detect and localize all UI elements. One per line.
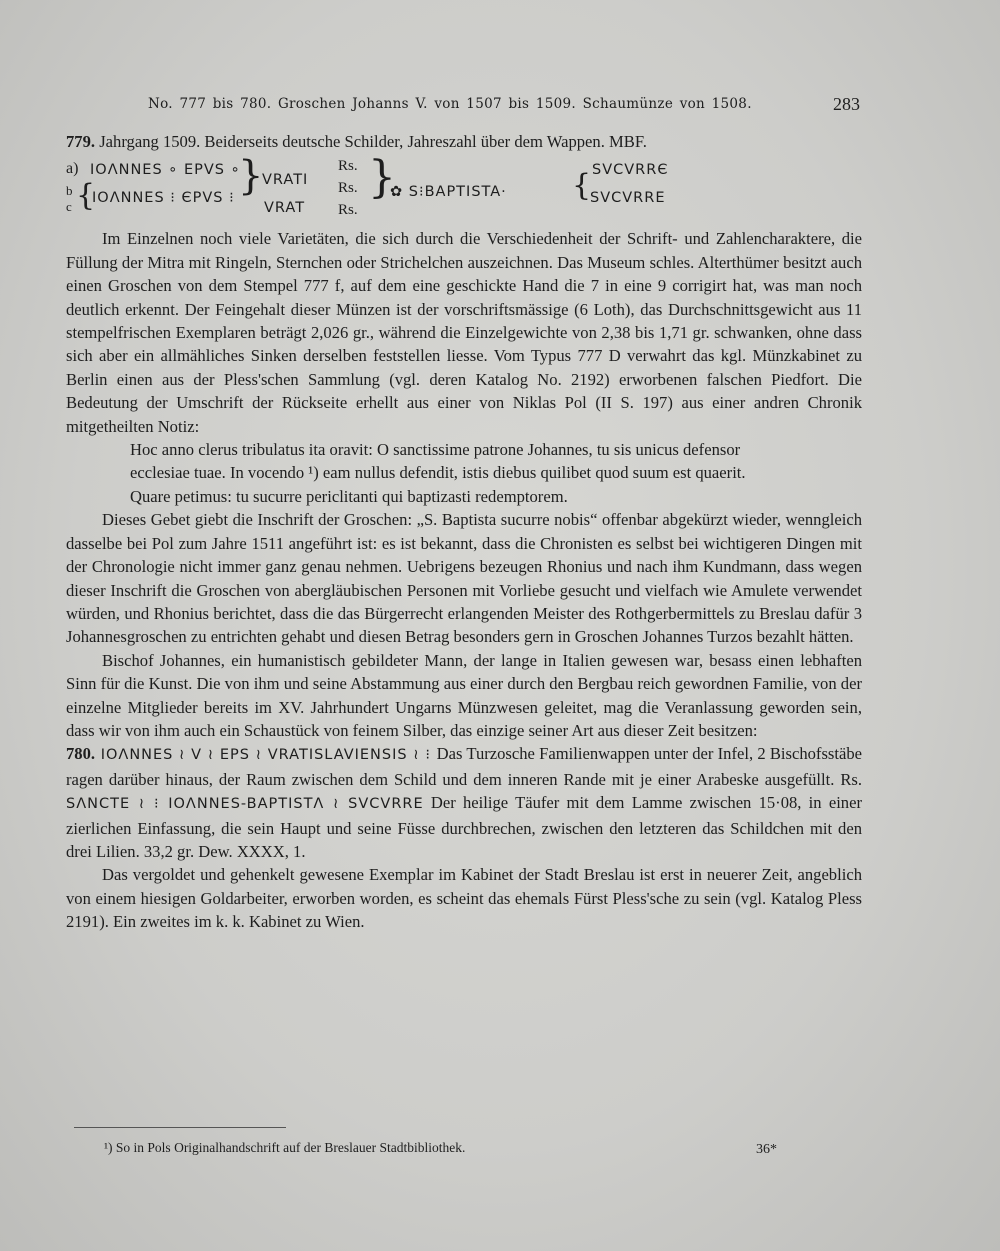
variant-label-a: a) [66, 160, 79, 178]
variant-label-c: c [66, 199, 72, 215]
brace-obverse: } [238, 153, 264, 200]
brace-sucurre: { [572, 168, 592, 204]
running-head: No. 777 bis 780. Groschen Johanns V. von 1507 bis 1509. Schaumünze von 1508. [148, 96, 752, 112]
paragraph-bishop: Bischof Johannes, ein humanistisch gebildeter Mann, der lange in Italien gewesen war, besass einen lebhaften Sinn für die Kunst. Die von ihm und seine Abstammung aus einer durch den Bergbau reich gewordnen Familie, von der einzelne Mitglieder bereits im XV. Jahrhundert Ungarns Münzwesen geleitet, mag die Veranlassung geworden sein, dass wir von ihm auch ein Schaustück von feinem Silber, das einzige seiner Art aus dieser Zeit besitzen: [66, 650, 862, 740]
footnote: ¹) So in Pols Originalhandschrift auf der Breslauer Stadtbibliothek. [104, 1140, 466, 1155]
legend-variant-a: IOΛNNΕS ∘ ΕPVS ∘ [90, 162, 241, 179]
page-body [66, 130, 862, 934]
entry-779-number: 779. [66, 132, 96, 151]
signature-mark: 36* [756, 1142, 777, 1157]
legend-sucurre-a: SVCVRRЄ [592, 162, 669, 179]
entry-780-reverse-legend: SΛNCTE ≀ ⁝ IOΛNNES-BAPTISTΛ ≀ SVCVRRE [66, 796, 424, 813]
legend-vrat: VRAT [264, 200, 306, 217]
reverse-label-2: Rs. [338, 180, 358, 197]
entry-780-number: 780. [66, 744, 96, 764]
page-number: 283 [833, 94, 860, 114]
entry-780-text-2: Der heilige Täufer mit dem Lamme zwischen 15·08, in einer zierlichen Einfassung, die sein Haupt und seine Füsse durchbrechen, zwischen den letzteren das Schildchen mit den drei Lilien. 33,2 gr. Dew. XXXX, 1. [66, 793, 862, 861]
paragraph-prayer: Dieses Gebet giebt die Inschrift der Groschen: „S. Baptista sucurre nobis“ offenbar abgekürzt wieder, wenngleich dasselbe bei Pol zum Jahre 1511 angeführt ist: es ist bekannt, dass die Chronisten es selbst bei wichtigeren Dingen mit der Chronologie nicht immer ganz genau nehmen. Uebrigens bezeugen Rhonius und nach ihm Kundmann, dass wegen dieser Inschrift die Groschen von abergläubischen Personen mit Vorliebe gesucht und vielfach wie Amulete verwendet würden, und Rhonius berichtet, dass die das Bürgerrecht erlangenden Meister des Rothgerbermittels zu Breslau dafür 3 Johannesgroschen zu entrichten gehabt und diesen Betrag besonders gern in Groschen Johannes Turzos bezahlt hätten. [66, 510, 862, 647]
brace-reverse: } [368, 152, 396, 204]
reverse-label-3: Rs. [338, 202, 358, 219]
brace-bc: { [76, 178, 96, 214]
legend-sucurre-b: SVCVRRE [590, 190, 666, 207]
entry-779-variants [66, 152, 862, 227]
quote-line-1: Hoc anno clerus tribulatus ita oravit: O sanctissime patrone Johannes, tu sis unicus defensor [130, 440, 741, 460]
entry-779-heading [66, 130, 862, 153]
quote-line-3: Quare petimus: tu sucurre periclitanti qui baptizasti redemptorem. [130, 486, 568, 506]
entry-780 [66, 742, 862, 863]
paragraph-varieties: Im Einzelnen noch viele Varietäten, die sich durch die Verschiedenheit der Schrift- und Zahlencharaktere, die Füllung der Mitra mit Ringeln, Sternchen oder Strichelchen auszeichnen. Das Museum schles. Alterthümer besitzt auch einen Groschen von dem Stempel 777 f, auf dem eine geschickte Hand die 7 in eine 9 corrigirt hat, was man noch deutlich erkennt. Der Feingehalt dieser Münzen ist der vorschriftsmässige (6 Loth), das Durchschnittsgewicht aus 11 stempelfrischen Exemplaren beträgt 2,026 gr., während die Einzelgewichte von 2,38 bis 1,71 gr. schwanken, ohne dass sich aber ein allmähliches Sinken derselben feststellen liesse. Vom Typus 777 D verwahrt das kgl. Münzkabinet zu Berlin einen aus der Pless'schen Sammlung (vgl. deren Katalog No. 2192) erworbenen falschen Piedfort. Die Bedeutung der Umschrift der Rückseite erhellt aus einer von Niklas Pol (II S. 197) aus einer andren Chronik mitgetheilten Notiz: [66, 229, 862, 436]
entry-779-text: Jahrgang 1509. Beiderseits deutsche Schilder, Jahreszahl über dem Wappen. MBF. [95, 132, 647, 151]
paragraph-exemplar: Das vergoldet und gehenkelt gewesene Exemplar im Kabinet der Stadt Breslau ist erst in neuerer Zeit, angeblich von einem hiesigen Goldarbeiter, erworben worden, es scheint das ehemals Fürst Pless'sche zu sein (vgl. Katalog Pless 2191). Ein zweites im k. k. Kabinet zu Wien. [66, 865, 862, 932]
entry-780-obverse-legend: IOΛNNES ≀ V ≀ EPS ≀ VRATISLAVIENSIS ≀ ⁝ [95, 747, 437, 764]
footnote-divider [74, 1127, 286, 1128]
legend-vrati: VRATI [262, 172, 309, 189]
legend-variant-bc: IOΛNNES ⁝ ЄPVS ⁝ [92, 190, 235, 207]
variant-label-b: b [66, 183, 73, 199]
entry-780-text-1: Das Turzosche Familienwappen unter der Infel, 2 Bischofsstäbe ragen darüber hinaus, der Raum zwischen dem Schild und dem inneren Rande mit je einer Arabeske ausgefüllt. Rs. [66, 744, 863, 789]
quote-line-2: ecclesiae tuae. In vocendo ¹) eam nullus defendit, istis diebus quilibet quod suum est quaerit. [130, 463, 746, 483]
legend-baptista: ✿ S⁝BAPTISTA· [390, 184, 507, 201]
reverse-label-1: Rs. [338, 158, 358, 175]
